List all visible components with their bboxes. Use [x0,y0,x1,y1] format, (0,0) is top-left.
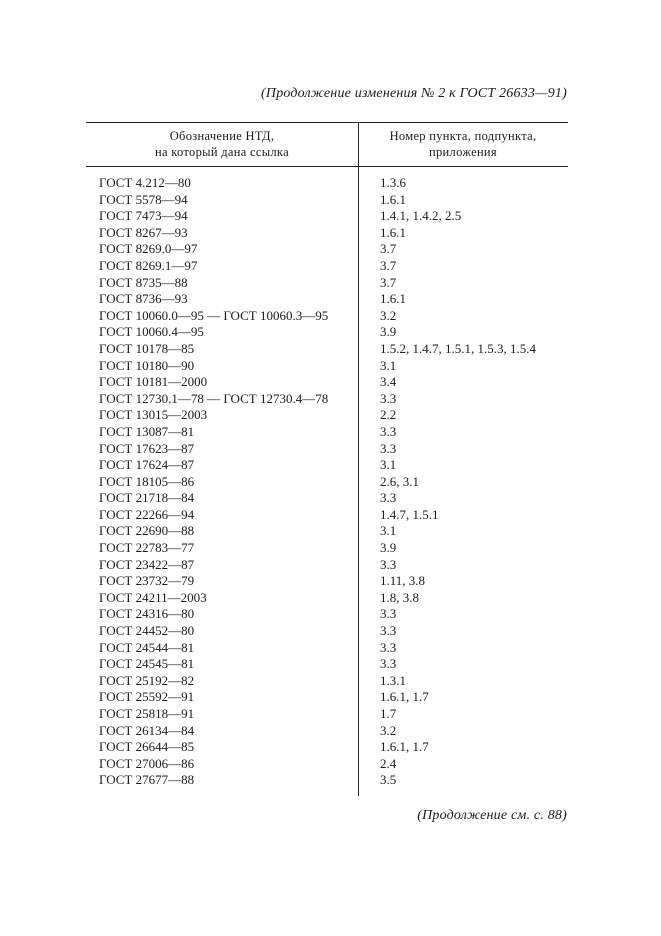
clause-reference: 3.2 [380,722,397,738]
continuation-header: (Продолжение изменения № 2 к ГОСТ 26633—91) [261,86,567,101]
document-designation: ГОСТ 13087—81 [99,423,195,439]
document-designation: ГОСТ 10180—90 [99,357,195,373]
table-row [0,208,661,225]
column-header-clause-line2: приложения [429,145,497,159]
column-header-clause-line1: Номер пункта, подпункта, [389,129,537,143]
table-row [0,689,661,706]
clause-reference: 1.6.1 [380,291,406,307]
column-header-designation-line2: на который дана ссылка [155,145,289,159]
continuation-footer: (Продолжение см. с. 88) [417,808,567,823]
clause-reference: 3.3 [380,423,397,439]
table-row [0,358,661,375]
clause-reference: 3.3 [380,440,397,456]
table-row [0,640,661,657]
clause-reference: 3.3 [380,623,397,639]
table-row [0,490,661,507]
clause-reference: 1.4.7, 1.5.1 [380,506,439,522]
clause-reference: 1.6.1, 1.7 [380,689,429,705]
table-row [0,623,661,640]
clause-reference: 1.4.1, 1.4.2, 2.5 [380,208,462,224]
document-designation: ГОСТ 10060.4—95 [99,324,204,340]
document-designation: ГОСТ 24452—80 [99,623,195,639]
clause-reference: 2.4 [380,755,397,771]
table-row [0,606,661,623]
document-designation: ГОСТ 17624—87 [99,457,195,473]
document-designation: ГОСТ 25192—82 [99,672,195,688]
table-row [0,507,661,524]
table-body [0,175,661,789]
document-designation: ГОСТ 22783—77 [99,540,195,556]
clause-reference: 1.6.1, 1.7 [380,739,429,755]
document-designation: ГОСТ 27677—88 [99,772,195,788]
clause-reference: 1.7 [380,706,397,721]
table-row [0,275,661,292]
table-header-rule [86,166,568,167]
table-row [0,573,661,590]
table-row [0,407,661,424]
table-row [0,772,661,789]
column-header-designation-line1: Обозначение НТД, [169,129,275,143]
table-row [0,391,661,408]
table-row [0,225,661,242]
document-designation: ГОСТ 25818—91 [99,706,195,721]
clause-reference: 3.3 [380,556,397,572]
table-row [0,241,661,258]
clause-reference: 1.8, 3.8 [380,589,419,605]
table-row [0,374,661,391]
clause-reference: 3.3 [380,390,397,406]
document-designation: ГОСТ 8736—93 [99,291,188,307]
clause-reference: 3.3 [380,606,397,622]
clause-reference: 1.5.2, 1.4.7, 1.5.1, 1.5.3, 1.5.4 [380,340,536,356]
table-row [0,308,661,325]
document-designation: ГОСТ 13015—2003 [99,407,208,423]
clause-reference: 1.11, 3.8 [380,573,426,589]
document-designation: ГОСТ 26644—85 [99,739,195,755]
clause-reference: 3.1 [380,357,397,373]
clause-reference: 3.3 [380,490,397,506]
document-designation: ГОСТ 26134—84 [99,722,195,738]
table-row [0,590,661,607]
clause-reference: 3.2 [380,307,397,323]
document-designation: ГОСТ 22690—88 [99,523,195,539]
document-designation: ГОСТ 22266—94 [99,506,195,522]
table-row [0,291,661,308]
document-designation: ГОСТ 5578—94 [99,191,188,207]
document-designation: ГОСТ 24316—80 [99,606,195,622]
document-designation: ГОСТ 25592—91 [99,689,195,705]
table-row [0,324,661,341]
clause-reference: 3.9 [380,540,397,556]
document-designation: ГОСТ 4.212—80 [99,175,191,190]
clause-reference: 3.9 [380,324,397,340]
clause-reference: 1.3.6 [380,175,406,190]
document-designation: ГОСТ 21718—84 [99,490,195,506]
table-row [0,424,661,441]
clause-reference: 3.7 [380,274,397,290]
table-row [0,341,661,358]
clause-reference: 1.3.1 [380,672,406,688]
clause-reference: 3.5 [380,772,397,788]
table-row [0,258,661,275]
document-designation: ГОСТ 8267—93 [99,224,188,240]
document-designation: ГОСТ 10060.0—95 — ГОСТ 10060.3—95 [99,307,329,323]
table-row [0,656,661,673]
document-designation: ГОСТ 18105—86 [99,473,195,489]
table-row [0,523,661,540]
clause-reference: 3.4 [380,374,397,390]
table-row [0,756,661,773]
clause-reference: 3.1 [380,523,397,539]
table-row [0,540,661,557]
document-designation: ГОСТ 17623—87 [99,440,195,456]
document-designation: ГОСТ 24211—2003 [99,589,207,605]
document-designation: ГОСТ 8269.1—97 [99,257,198,273]
table-row [0,441,661,458]
document-designation: ГОСТ 8735—88 [99,274,188,290]
table-row [0,706,661,723]
document-designation: ГОСТ 12730.1—78 — ГОСТ 12730.4—78 [99,390,329,406]
document-designation: ГОСТ 24544—81 [99,639,195,655]
table-row [0,673,661,690]
clause-reference: 3.7 [380,241,397,257]
column-header-clause [358,128,568,160]
table-top-rule [86,122,568,123]
clause-reference: 3.3 [380,656,397,672]
document-designation: ГОСТ 24545—81 [99,656,195,672]
table-row [0,457,661,474]
column-header-designation [86,128,358,160]
clause-reference: 3.3 [380,639,397,655]
document-designation: ГОСТ 27006—86 [99,755,195,771]
document-designation: ГОСТ 10178—85 [99,340,195,356]
document-designation: ГОСТ 23732—79 [99,573,195,589]
table-row [0,192,661,209]
clause-reference: 2.6, 3.1 [380,473,419,489]
table-row [0,474,661,491]
document-designation: ГОСТ 7473—94 [99,208,188,224]
table-row [0,739,661,756]
clause-reference: 3.1 [380,457,397,473]
table-row [0,723,661,740]
document-designation: ГОСТ 8269.0—97 [99,241,198,257]
clause-reference: 1.6.1 [380,191,406,207]
document-designation: ГОСТ 10181—2000 [99,374,208,390]
clause-reference: 2.2 [380,407,397,423]
document-designation: ГОСТ 23422—87 [99,556,195,572]
clause-reference: 3.7 [380,257,397,273]
clause-reference: 1.6.1 [380,224,406,240]
table-row [0,175,661,192]
table-row [0,557,661,574]
